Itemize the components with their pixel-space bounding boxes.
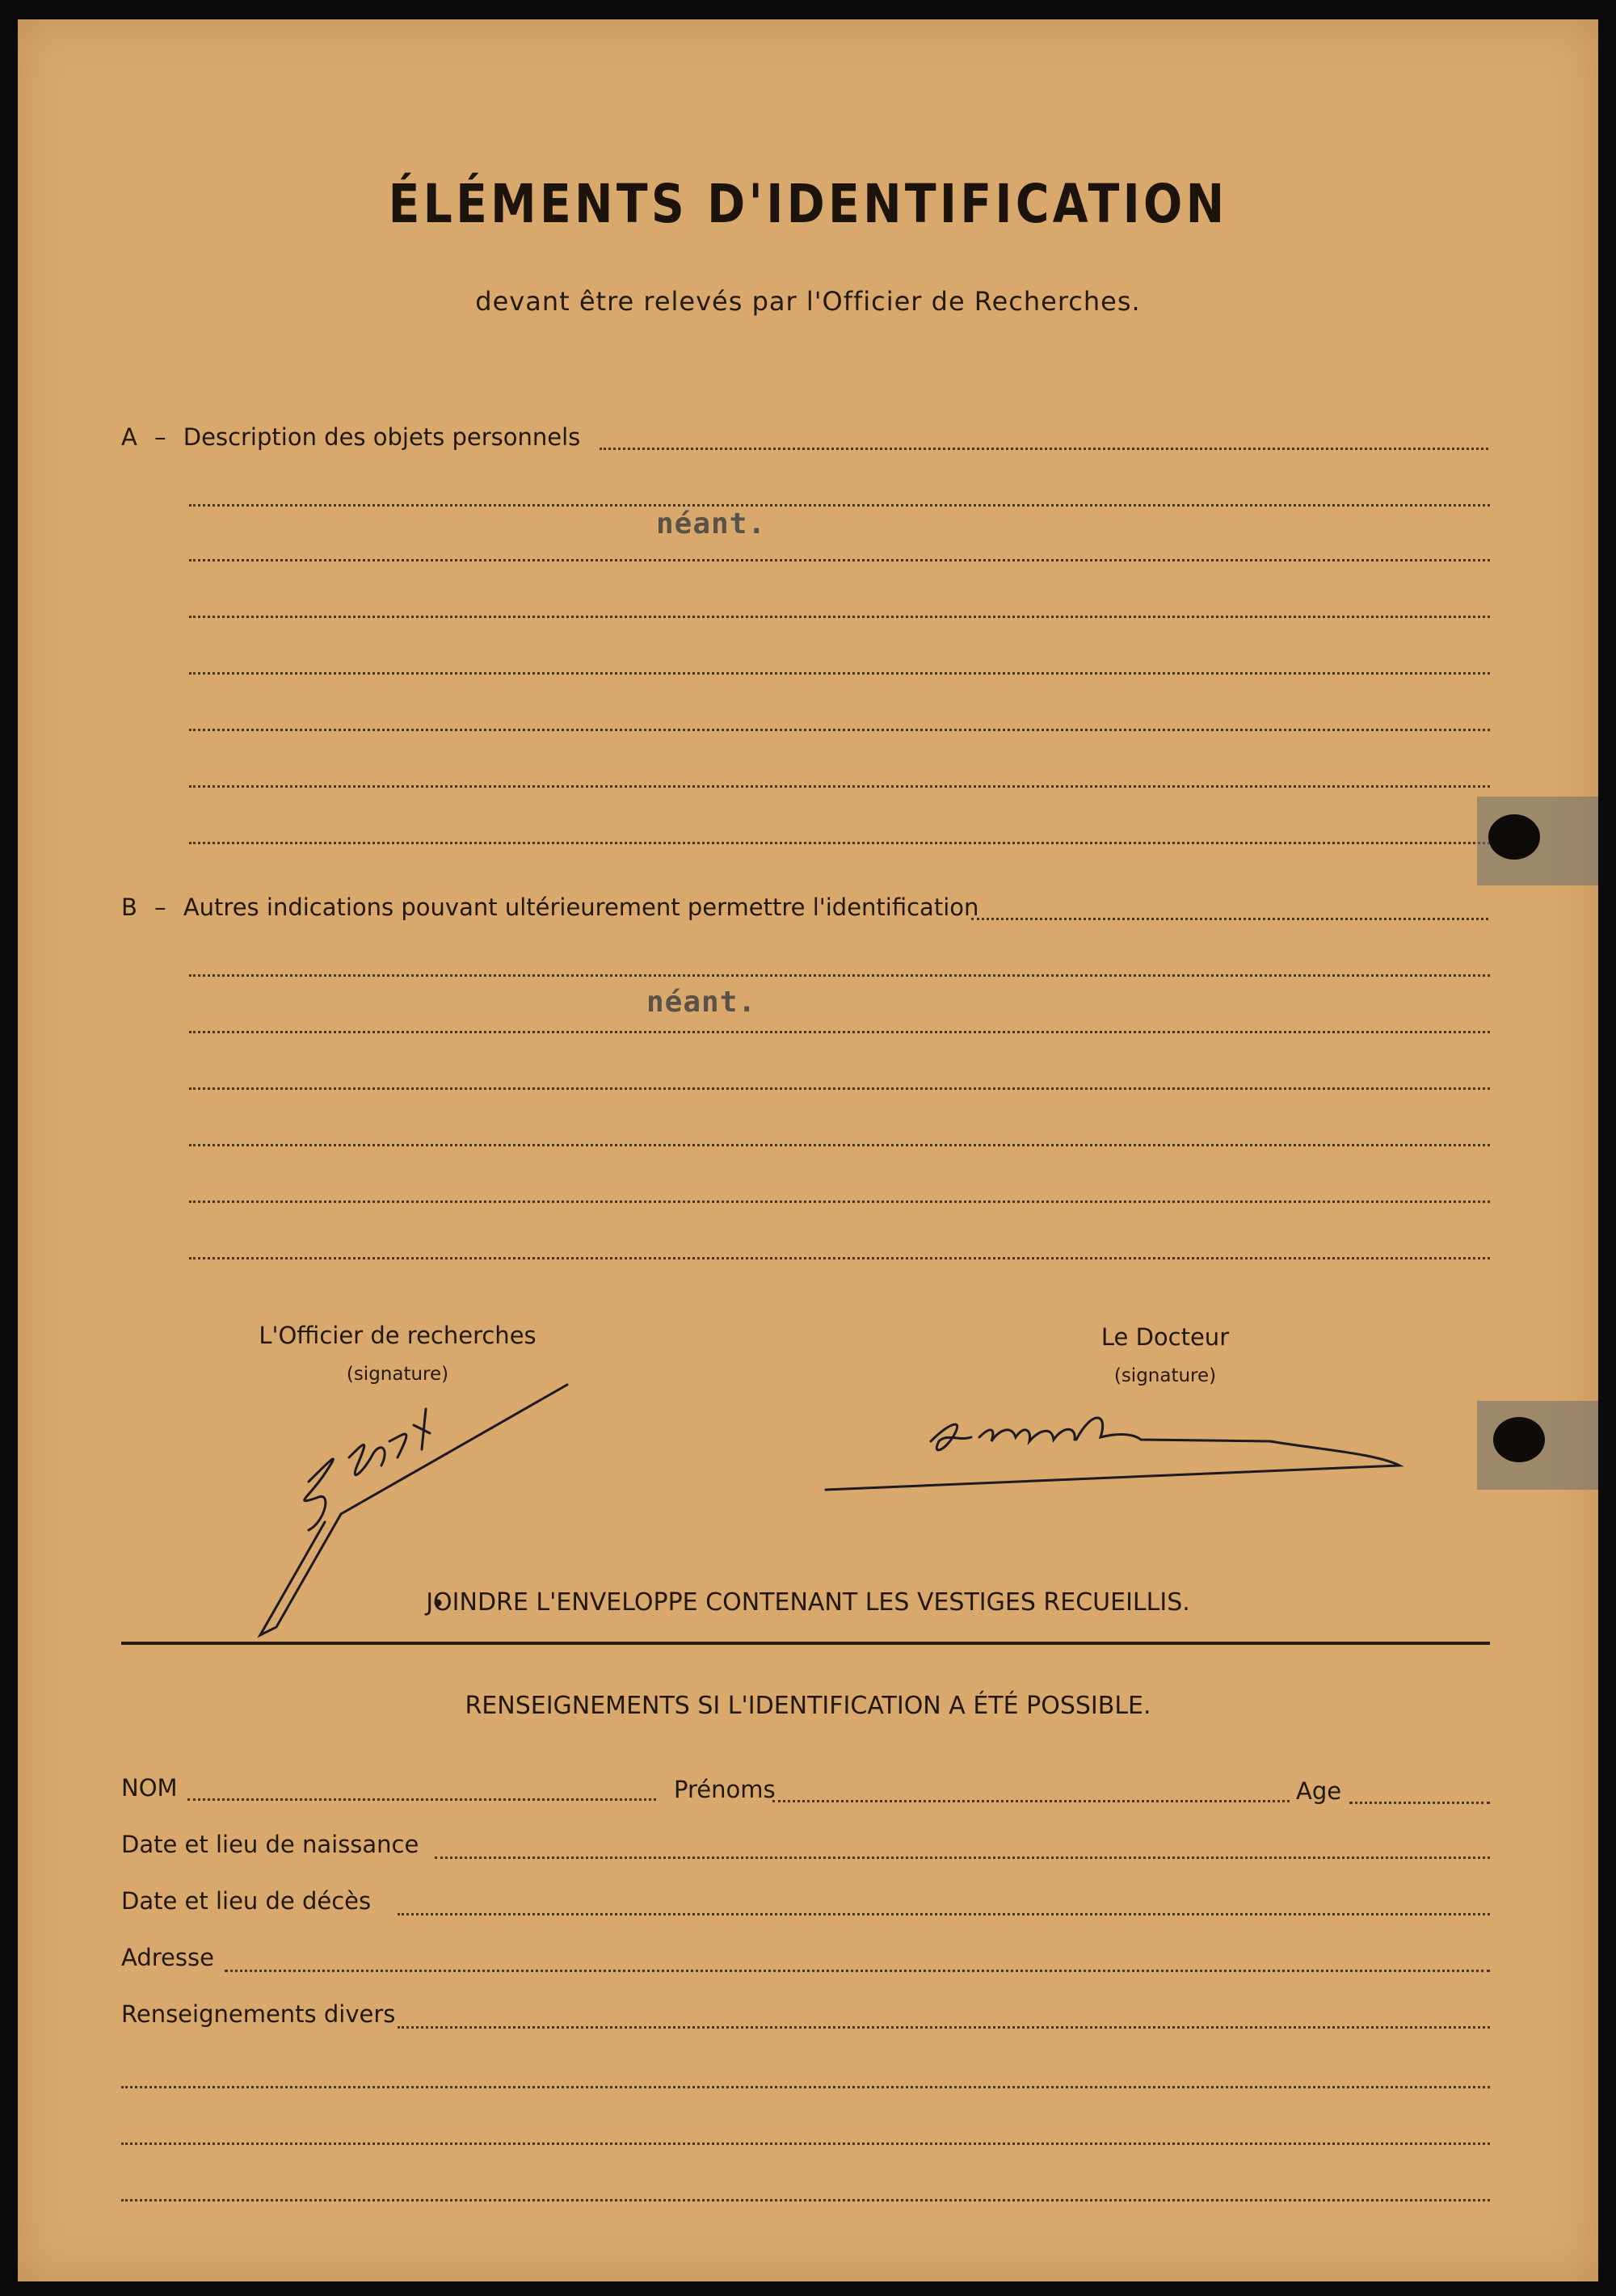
section-b-line[interactable] [971, 918, 1488, 920]
section-divider [121, 1642, 1490, 1645]
doctor-signature-caption: (signature) [1113, 1365, 1217, 1386]
officer-signature-caption: (signature) [346, 1364, 449, 1385]
section-b-line[interactable] [189, 1257, 1490, 1259]
naissance-label: Date et lieu de naissance [121, 1831, 419, 1858]
divers-field[interactable] [121, 2199, 1490, 2201]
prenoms-field[interactable] [772, 1800, 1290, 1802]
naissance-field[interactable] [435, 1857, 1490, 1859]
divers-field[interactable] [121, 2143, 1490, 2145]
dash-separator: – [154, 423, 166, 451]
section-b-line[interactable] [189, 1087, 1490, 1090]
renseignements-heading: RENSEIGNEMENTS SI L'IDENTIFICATION A ÉTÉ POSSIBLE. [465, 1692, 1151, 1720]
section-a-line[interactable] [189, 504, 1490, 507]
section-a-line[interactable] [189, 729, 1490, 731]
instruction-text: JOINDRE L'ENVELOPPE CONTENANT LES VESTIGES RECUEILLIS. [426, 1588, 1190, 1617]
section-a-typed-value: néant. [656, 507, 767, 540]
section-a-line[interactable] [600, 448, 1488, 450]
punch-hole [1488, 814, 1540, 860]
section-b-letter: B [121, 894, 137, 921]
section-b-line[interactable] [189, 974, 1490, 977]
section-a-heading [121, 423, 580, 451]
page-subtitle: devant être relevés par l'Officier de Recherches. [475, 286, 1141, 317]
section-b-typed-value: néant. [646, 986, 757, 1019]
adresse-label: Adresse [121, 1944, 214, 1971]
section-a-line[interactable] [189, 785, 1490, 788]
section-a-letter: A [121, 423, 137, 451]
form-sheet [18, 19, 1598, 2281]
divers-field[interactable] [121, 2086, 1490, 2088]
divers-field[interactable] [398, 2026, 1490, 2029]
section-b-heading [121, 894, 978, 921]
doctor-label: Le Docteur [1100, 1323, 1230, 1351]
section-a-line[interactable] [189, 559, 1490, 561]
section-b-line[interactable] [189, 1144, 1490, 1146]
nom-field[interactable] [187, 1798, 656, 1801]
section-b-line[interactable] [189, 1201, 1490, 1203]
adresse-field[interactable] [225, 1970, 1490, 1972]
doctor-signature [818, 1393, 1416, 1498]
officer-label: L'Officier de recherches [259, 1322, 537, 1349]
section-a-line[interactable] [189, 672, 1490, 675]
section-a-label: Description des objets personnels [183, 423, 581, 451]
prenoms-label: Prénoms [674, 1776, 776, 1803]
divers-label: Renseignements divers [121, 2000, 396, 2028]
nom-label: NOM [121, 1774, 178, 1802]
dash-separator: – [154, 894, 166, 921]
section-b-line[interactable] [189, 1031, 1490, 1033]
section-a-line[interactable] [189, 616, 1490, 618]
age-label: Age [1296, 1777, 1342, 1805]
page-title: ÉLÉMENTS D'IDENTIFICATION [388, 173, 1228, 235]
punch-hole [1493, 1417, 1545, 1462]
age-field[interactable] [1349, 1802, 1490, 1804]
deces-field[interactable] [398, 1913, 1490, 1915]
deces-label: Date et lieu de décès [121, 1887, 372, 1915]
section-b-label: Autres indications pouvant ultérieurement permettre l'identification [183, 894, 979, 921]
section-a-line[interactable] [189, 842, 1490, 844]
